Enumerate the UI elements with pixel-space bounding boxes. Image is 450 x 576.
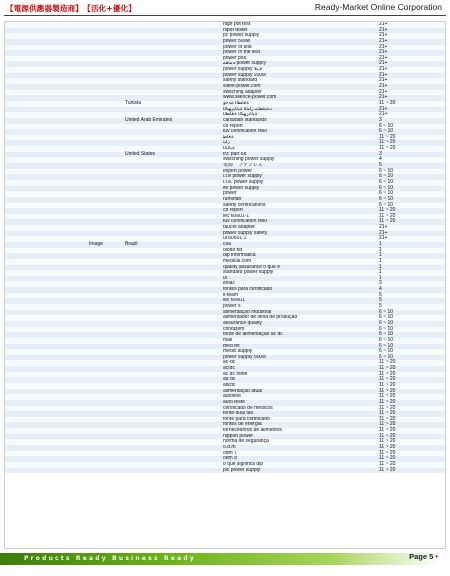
col-keyword: fornecedores de alimentos (223, 428, 282, 434)
col-rank: 11 ~ 20 (379, 212, 396, 219)
col-keyword: medic supply (223, 349, 253, 355)
col-rank: 11 ~ 20 (379, 427, 396, 434)
col-rank: 11 ~ 20 (379, 421, 396, 428)
col-rank: 21+ (379, 66, 388, 73)
col-keyword: tuv certification reiki (223, 129, 267, 135)
col-rank: 11 ~ 20 (379, 359, 396, 366)
col-rank: 6 ~ 10 (379, 308, 394, 315)
brand-title (6, 3, 136, 14)
col-keyword: switching power supply (223, 157, 275, 163)
col-keyword: expert power (223, 168, 252, 174)
col-rank: 11 ~ 20 (379, 410, 396, 417)
col-keyword: power pos (223, 55, 247, 61)
col-rank: 6 ~ 10 (379, 167, 394, 174)
col-keyword: alimentador de linha de produção (223, 315, 298, 321)
keyword-table-panel (4, 21, 446, 549)
col-keyword: power 500w (223, 38, 250, 44)
col-keyword: i.t.e. power supply (223, 179, 264, 185)
col-rank: 6 ~ 10 (379, 336, 394, 343)
col-rank: 21+ (379, 105, 388, 112)
col-keyword: standard power supply (223, 270, 274, 276)
col-rank: 1 (379, 257, 382, 264)
col-rank: 21+ (379, 83, 388, 90)
col-keyword: tuv certification reiki (223, 219, 267, 225)
col-keyword: pc power supply (223, 33, 260, 39)
col-keyword: ul 60601 1 (223, 236, 247, 242)
col-keyword: high pot test (223, 22, 251, 27)
col-rank: 11 ~ 20 (379, 398, 396, 405)
col-rank: 21+ (379, 21, 388, 27)
col-rank: 11 ~ 20 (379, 370, 396, 377)
col-keyword: power supply safety (223, 230, 268, 236)
col-rank: 21+ (379, 88, 388, 95)
col-rank: 21+ (379, 77, 388, 84)
col-rank: 21+ (379, 37, 388, 44)
col-keyword: fcc part 68 (223, 151, 247, 157)
col-keyword: certificado de medicos (223, 405, 273, 411)
col-keyword: fonte de alimentação ac dc (223, 332, 283, 338)
col-keyword: power supply 500w (223, 354, 266, 360)
col-keyword: 電源 ファンレス (223, 163, 263, 169)
col-keyword: silent-power.com (223, 84, 261, 90)
col-rank: 21+ (379, 111, 388, 118)
col-keyword: fonte para certificado (223, 416, 270, 422)
header-divider (4, 15, 446, 16)
col-keyword: ﺕﺎﺒﻠﻄﺘﻣ ﺭﺎﻴﺘﻟﺍ ﺔﻴﺋﺎﺑﺮﻬﻜﻟﺍ (223, 106, 273, 112)
col-keyword: alimentação atual (223, 388, 263, 394)
col-keyword: canadian standards (223, 117, 267, 123)
col-keyword: odm 8 (223, 456, 237, 462)
col-keyword: o.d.m (223, 445, 236, 451)
col-rank: 21+ (379, 49, 388, 56)
col-rank: 11 ~ 20 (379, 404, 396, 411)
col-country: United Arab Emirates (125, 116, 173, 123)
col-rank: 5 (379, 162, 382, 169)
col-keyword: power s (223, 304, 241, 310)
col-rank: 6 ~ 10 (379, 184, 394, 191)
col-keyword: fontes de energia (223, 422, 262, 428)
col-rank: 11 ~ 20 (379, 460, 396, 467)
col-keyword: medical.com (223, 258, 252, 264)
col-rank: 11 ~ 20 (379, 432, 396, 439)
col-rank: 21+ (379, 235, 388, 242)
col-keyword: i.t.e power supply (223, 174, 262, 180)
col-keyword: ac dc fonte (223, 371, 248, 377)
col-keyword: ite power supply (223, 185, 260, 191)
col-rank: 5 (379, 303, 382, 310)
col-keyword: quality assurance o que é (223, 264, 280, 270)
col-keyword: power (223, 191, 237, 197)
col-rank: 1 (379, 263, 382, 270)
col-rank: 21+ (379, 54, 388, 61)
col-keyword: power supply ﻑﻼ (223, 67, 263, 73)
col-rank: 11 ~ 20 (379, 387, 396, 394)
col-keyword: iec 60601-1 (223, 213, 250, 219)
col-keyword: condizem (223, 326, 245, 332)
col-rank: 6 ~ 10 (379, 190, 394, 197)
col-keyword: diodo fet (223, 247, 243, 253)
col-rank: 6 ~ 10 (379, 342, 394, 349)
col-keyword: safety certifications (223, 202, 266, 208)
page-header (0, 0, 450, 16)
page-number (409, 552, 438, 561)
col-rank: 3 (379, 150, 382, 157)
page-number-label: Page 5 (409, 552, 434, 561)
col-rank: 11 ~ 20 (379, 415, 396, 422)
col-rank: 1 (379, 269, 382, 276)
col-rank: 11 ~ 20 (379, 444, 396, 451)
col-keyword: ul (223, 275, 227, 281)
col-rank: 21+ (379, 94, 388, 101)
brand-cn-label: 【電源供應器製造商】 (6, 4, 83, 13)
col-keyword: auto teste (223, 399, 245, 405)
col-country: Tunisia (125, 99, 141, 106)
footer-tagline: Products Ready Business Ready (24, 554, 196, 562)
col-rank: 6 ~ 10 (379, 314, 394, 321)
col-rank: 6 ~ 10 (379, 353, 394, 360)
col-rank: 1 (379, 240, 382, 247)
col-rank: 1 (379, 252, 382, 259)
col-rank: 21+ (379, 26, 388, 33)
col-keyword: fonte dual fan (223, 411, 254, 417)
col-rank: 6 ~ 10 (379, 128, 394, 135)
col-rank: 6 ~ 10 (379, 348, 394, 355)
col-keyword: o que significa dip (223, 461, 264, 467)
col-keyword: mail (223, 337, 233, 343)
col-keyword: power supply 200w (223, 72, 266, 78)
col-keyword: norma de segurança (223, 439, 269, 445)
brand-cn-slogan: 【活化+優化】 (87, 4, 136, 13)
col-country: Brazil (125, 240, 138, 247)
col-rank: 6 ~ 10 (379, 178, 394, 185)
col-keyword: www.silence-power.com (223, 95, 277, 101)
col-rank: 11 ~ 20 (379, 139, 396, 146)
col-keyword: autotest (223, 394, 241, 400)
col-rank: 4 (379, 156, 382, 163)
col-rank: 11 ~ 20 (379, 455, 396, 462)
col-keyword: switching adapter (223, 89, 262, 95)
col-keyword: ﻪﻣﺎﻘﻣ power supply (223, 61, 266, 67)
col-keyword: csa (223, 241, 231, 247)
col-keyword: faucet adapter (223, 225, 255, 231)
col-keyword: nippon power (223, 433, 254, 439)
col-rank: 21+ (379, 229, 388, 236)
col-rank: 11 ~ 20 (379, 207, 396, 214)
col-keyword: safety standard (223, 78, 258, 84)
col-rank: 6 ~ 10 (379, 325, 394, 332)
col-rank: 11 ~ 20 (379, 218, 396, 225)
col-keyword: pic power supply (223, 467, 261, 473)
col-keyword: ad dc (223, 377, 236, 383)
col-rank: 21+ (379, 71, 388, 78)
col-rank: 4 (379, 286, 382, 293)
col-rank: 11 ~ 20 (379, 438, 396, 445)
col-rank: 6 ~ 10 (379, 173, 394, 180)
table-row (5, 468, 445, 474)
col-rank: 6 ~ 10 (379, 201, 394, 208)
col-keyword: cb report (223, 208, 243, 214)
col-keyword: power of test (223, 44, 252, 50)
col-rank: 11 ~ 20 (379, 393, 396, 400)
col-rank: 11 ~ 20 (379, 376, 396, 383)
col-rank: 11 ~ 20 (379, 466, 396, 473)
col-rank: 11 ~ 20 (379, 449, 396, 456)
col-rank: 21+ (379, 32, 388, 39)
col-keyword: dip informatica (223, 253, 256, 259)
col-keyword: rumofan (223, 196, 242, 202)
col-keyword: ﺭﺎﻴﺗ (223, 140, 230, 146)
col-rank: 6 ~ 10 (379, 195, 394, 202)
col-rank: 11 ~ 20 (379, 365, 396, 372)
footer-banner (0, 553, 440, 565)
col-keyword: fontes para certificado (223, 287, 273, 293)
col-rank: 11 ~ 20 (379, 145, 396, 152)
col-rank: 1 (379, 246, 382, 253)
col-keyword: ﺔﻴﺋﺎﺑﺮﻬﻜﻟﺍ ﺔﻗﺎﻄﻟﺍ (223, 112, 258, 118)
col-rank: 5 (379, 297, 382, 304)
col-rank: 1 (379, 274, 382, 281)
keyword-table (5, 22, 445, 473)
col-keyword: ac-dc (223, 360, 236, 366)
col-keyword: alimentação industrial (223, 309, 272, 315)
col-rank: 5 (379, 291, 382, 298)
col-keyword: eniac (223, 281, 235, 287)
col-rank: 21+ (379, 60, 388, 67)
col-keyword: odm 7 (223, 450, 237, 456)
col-rank: 21+ (379, 43, 388, 50)
col-keyword: ad/dc (223, 383, 236, 388)
col-rank: 3 (379, 116, 382, 123)
page-bullet-icon: • (435, 552, 438, 561)
col-keyword: ac/dc (223, 366, 235, 372)
col-country: United States (125, 150, 156, 157)
col-rank: 6 ~ 10 (379, 319, 394, 326)
col-image: Image (89, 240, 103, 247)
col-keyword: ﺔﻴﻟﺎﺘﻟﺍ (223, 146, 235, 152)
col-rank: 11 ~ 20 (379, 382, 396, 388)
col-rank: 3 (379, 280, 382, 287)
col-rank: 11 ~ 20 (379, 99, 396, 106)
col-rank: 6 ~ 10 (379, 331, 394, 338)
col-keyword: il-team (223, 292, 239, 298)
col-keyword: med fet (223, 343, 240, 349)
col-rank: 21+ (379, 224, 388, 231)
col-keyword: hipot tester (223, 27, 248, 33)
col-rank: 11 ~ 20 (379, 133, 396, 140)
col-rank: 6 ~ 10 (379, 122, 394, 129)
col-keyword: power of the test (223, 50, 260, 56)
col-keyword: iec 60601 (223, 298, 245, 304)
col-keyword: ﺔﻗﺎﻃ (223, 134, 234, 140)
col-keyword: assurance quality (223, 320, 262, 326)
company-name: Ready-Market Online Corporation (314, 2, 442, 12)
col-keyword: ﺔﻗﺎﻄﻟﺍ ﺓﺪﺣﻭ (223, 100, 249, 106)
col-keyword: cb report (223, 123, 243, 129)
